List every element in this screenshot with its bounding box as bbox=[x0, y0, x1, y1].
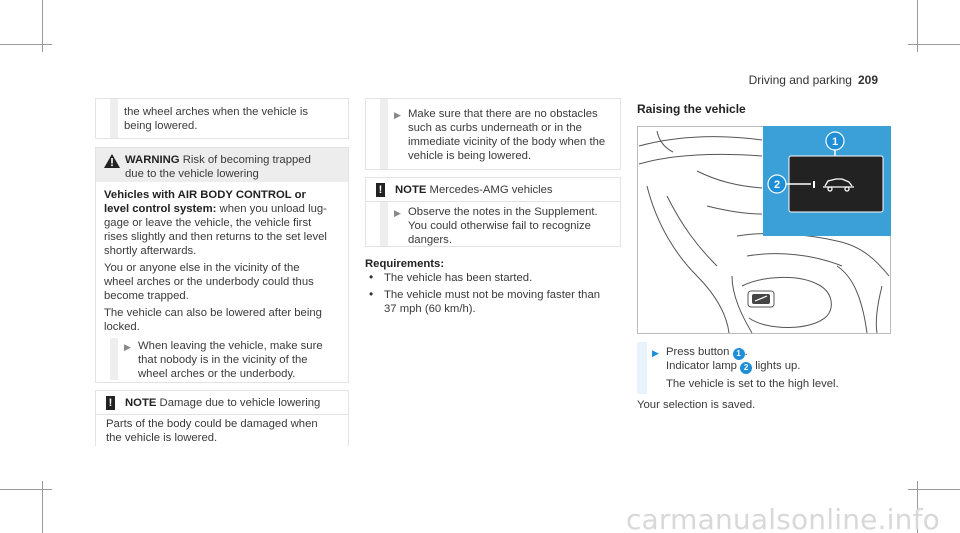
section-title: Driving and parking bbox=[748, 73, 852, 87]
crop-mark bbox=[42, 0, 43, 52]
page-number: 209 bbox=[857, 73, 878, 87]
warning-body-line: You or anyone else in the vicinity of the bbox=[104, 262, 300, 274]
action-line: immediate vicinity of the body when the bbox=[408, 136, 606, 148]
running-header bbox=[749, 73, 878, 87]
callout-2-badge: 2 bbox=[740, 362, 752, 374]
action-line: that nobody is in the vicinity of the bbox=[138, 354, 308, 366]
action-arrow-icon: ▶ bbox=[394, 110, 401, 120]
callout-1-label: 1 bbox=[831, 136, 839, 148]
warning-triangle-icon bbox=[104, 154, 120, 168]
button-icon bbox=[748, 291, 774, 307]
warning-body-line: shortly afterwards. bbox=[104, 245, 197, 257]
note-label: NOTE bbox=[125, 397, 157, 409]
indent-bar bbox=[110, 338, 118, 380]
bullet-icon: • bbox=[369, 270, 374, 284]
requirement-item: 37 mph (60 km/h). bbox=[384, 303, 476, 315]
step-line bbox=[666, 359, 800, 374]
warning-body-heading: Vehicles with AIR BODY CONTROL or bbox=[104, 189, 306, 201]
step-text: Press button bbox=[666, 346, 730, 358]
result-line: The vehicle is set to the high level. bbox=[666, 378, 839, 390]
note-label: NOTE bbox=[395, 184, 427, 196]
warning-body-line: gage or leave the vehicle, the vehicle first bbox=[104, 217, 312, 229]
action-arrow-icon: ▶ bbox=[652, 348, 659, 358]
continued-line: being lowered. bbox=[124, 120, 198, 132]
bullet-icon: • bbox=[369, 287, 374, 301]
note-body-line: the vehicle is lowered. bbox=[106, 432, 218, 444]
note-icon: ! bbox=[376, 183, 385, 197]
action-line: vehicle is being lowered. bbox=[408, 150, 532, 162]
section-heading: Raising the vehicle bbox=[637, 102, 746, 116]
warning-body-heading: level control system: bbox=[104, 203, 217, 215]
indent-bar bbox=[110, 99, 118, 138]
callout-1-badge: 1 bbox=[733, 348, 745, 360]
crop-mark bbox=[908, 489, 960, 490]
crop-mark bbox=[42, 481, 43, 533]
obstacle-box bbox=[365, 98, 621, 170]
warning-title bbox=[125, 153, 311, 167]
note-body-line: Observe the notes in the Supplement. bbox=[408, 206, 598, 218]
step-text: . bbox=[744, 346, 748, 358]
warning-label: WARNING bbox=[125, 154, 180, 166]
action-line: such as curbs underneath or in the bbox=[408, 122, 582, 134]
note-title bbox=[395, 183, 553, 197]
note-body-line: Parts of the body could be damaged when bbox=[106, 418, 318, 430]
note-body-line: You could otherwise fail to recognize bbox=[408, 220, 591, 232]
note-title-text: Mercedes-AMG vehicles bbox=[429, 184, 553, 196]
step-line bbox=[666, 345, 748, 360]
note-icon: ! bbox=[106, 396, 115, 410]
console-figure bbox=[637, 126, 891, 334]
action-arrow-icon: ▶ bbox=[124, 342, 131, 352]
action-line: wheel arches or the underbody. bbox=[138, 368, 296, 380]
action-line: Make sure that there are no obstacles bbox=[408, 108, 598, 120]
divider bbox=[96, 414, 348, 415]
action-line: When leaving the vehicle, make sure bbox=[138, 340, 323, 352]
note-box bbox=[95, 390, 349, 446]
step-text: lights up. bbox=[755, 360, 801, 372]
warning-body-line: locked. bbox=[104, 321, 140, 333]
crop-mark bbox=[917, 0, 918, 52]
indicator-lamp-icon bbox=[813, 181, 815, 188]
amg-note-box bbox=[365, 177, 621, 247]
warning-box bbox=[95, 147, 349, 383]
warning-body-text: when you unload lug- bbox=[219, 203, 327, 215]
step-highlight bbox=[637, 342, 647, 394]
note-title-text: Damage due to vehicle lowering bbox=[159, 397, 321, 409]
divider bbox=[366, 201, 620, 202]
note-title bbox=[125, 396, 320, 410]
requirement-item: The vehicle has been started. bbox=[384, 272, 533, 284]
requirement-item: The vehicle must not be moving faster than bbox=[384, 289, 601, 301]
requirements-heading: Requirements: bbox=[365, 258, 445, 270]
action-arrow-icon: ▶ bbox=[394, 208, 401, 218]
crop-mark bbox=[0, 44, 52, 45]
warning-body-line: wheel arches or the underbody could thus bbox=[104, 276, 314, 288]
indent-bar bbox=[380, 99, 388, 169]
warning-body-line: The vehicle can also be lowered after being bbox=[104, 307, 322, 319]
indent-bar bbox=[380, 202, 388, 246]
callout-2-label: 2 bbox=[773, 179, 781, 191]
warning-body-line: become trapped. bbox=[104, 290, 189, 302]
step-text: Indicator lamp bbox=[666, 360, 737, 372]
continued-line: the wheel arches when the vehicle is bbox=[124, 106, 308, 118]
warning-body-line bbox=[104, 202, 327, 216]
crop-mark bbox=[908, 44, 960, 45]
final-line: Your selection is saved. bbox=[637, 399, 756, 411]
continued-warning-box bbox=[95, 98, 349, 139]
warning-title-text: Risk of becoming trapped bbox=[182, 154, 311, 166]
warning-title-text: due to the vehicle lowering bbox=[125, 168, 259, 180]
note-body-line: dangers. bbox=[408, 234, 452, 246]
crop-mark bbox=[0, 489, 52, 490]
watermark: carmanualsonline.info bbox=[625, 502, 940, 533]
warning-body-line: rises slightly and then returns to the set level bbox=[104, 231, 327, 243]
